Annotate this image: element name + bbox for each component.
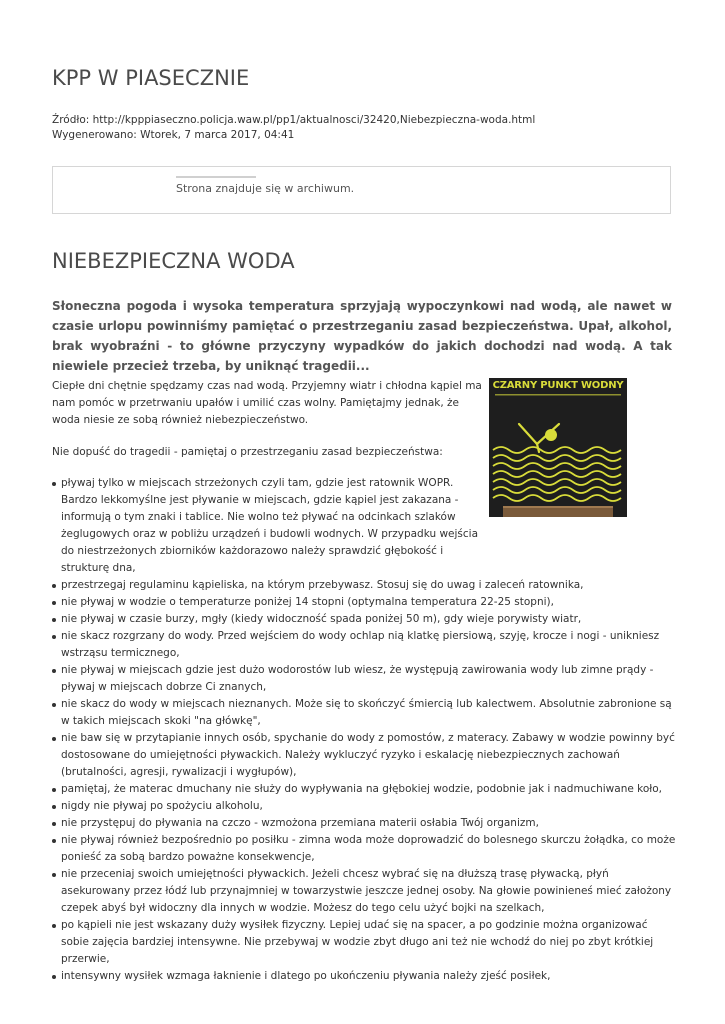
list-item: nie pływaj w miejscach gdzie jest dużo wodorostów lub wiesz, że występują zawirowania wody lub zimne prądy - pływaj w miejscach dobrze Ci znanych, [52, 662, 677, 696]
article-lead: Słoneczna pogoda i wysoka temperatura sprzyjają wypoczynkowi nad wodą, ale nawet w czasie urlopu powinniśmy pamiętać o przestrzeganiu zasad bezpieczeństwa. Upał, alkohol, brak wyobraźni - to główne przyczyny wypadków do jakich dochodzi nad wodą. A tak niewiele przecież trzeba, by uniknąć tragedii... [52, 299, 672, 373]
archive-notice [52, 166, 671, 214]
article-intro: Ciepłe dni chętnie spędzamy czas nad wodą. Przyjemny wiatr i chłodna kąpiel ma nam pomóc w przetrwaniu upałów i umilić czas wolny. Pamiętajmy jednak, że woda niesie ze sobą również niebezpieczeństwo. [52, 380, 482, 426]
list-item: nie przystępuj do pływania na czczo - wzmożona przemiana materii osłabia Twój organizm, [52, 815, 677, 832]
rules-intro: Nie dopuść do tragedii - pamiętaj o przestrzeganiu zasad bezpieczeństwa: [52, 446, 443, 458]
list-item: pływaj tylko w miejscach strzeżonych czyli tam, gdzie jest ratownik WOPR. Bardzo lekkomyślne jest pływanie w miejscach, gdzie kąpiel jest zakazana - informują o tym znaki i tablice. Nie wolno też pływać na odcinkach szlaków żeglugowych oraz w pobliżu urządzeń i budowli wodnych. W przypadku wejścia do niestrzeżonych zbiorników każdorazowo należy sprawdzić głębokość i strukturę dna, [52, 475, 481, 577]
list-item: nie skacz rozgrzany do wody. Przed wejściem do wody ochlap nią klatkę piersiową, szyję, krocze i nogi - unikniesz wstrząsu termicznego, [52, 628, 677, 662]
site-title: KPP W PIASECZNIE [52, 66, 250, 90]
list-item: nie pływaj również bezpośrednio po posiłku - zimna woda może doprowadzić do bolesnego skurczu żołądka, co może ponieść za sobą bardzo poważne konsekwencje, [52, 832, 677, 866]
safety-rules-list [52, 475, 677, 985]
list-item: nie skacz do wody w miejscach nieznanych. Może się to skończyć śmiercią lub kalectwem. Absolutnie zabronione są w takich miejscach skoki "na główkę", [52, 696, 677, 730]
list-item: pamiętaj, że materac dmuchany nie służy do wypływania na głębokiej wodzie, podobnie jak i nadmuchiwane koło, [52, 781, 677, 798]
article-title: NIEBEZPIECZNA WODA [52, 249, 295, 273]
list-item: nie przeceniaj swoich umiejętności pływackich. Jeżeli chcesz wybrać się na dłuższą trasę pływacką, płyń asekurowany przez łódź lub przynajmniej w towarzystwie jeszcze jednej osoby. Na głowie powinieneś mieć założony czepek abyś był widoczny dla innych w wodzie. Możesz do tego celu użyć bojki na szelkach, [52, 866, 677, 917]
generated-line: Wygenerowano: Wtorek, 7 marca 2017, 04:41 [52, 129, 295, 141]
image-sign-label: CZARNY PUNKT WODNY [492, 380, 624, 391]
notice-divider [176, 176, 256, 178]
list-item: nigdy nie pływaj po spożyciu alkoholu, [52, 798, 677, 815]
list-item: po kąpieli nie jest wskazany duży wysiłek fizyczny. Lepiej udać się na spacer, a po godzinie można organizować sobie zajęcia bardziej intensywne. Nie przebywaj w wodzie zbyt długo ani też nie wchodź do niej po zbyt krótkiej przerwie, [52, 917, 677, 968]
list-item: przestrzegaj regulaminu kąpieliska, na którym przebywasz. Stosuj się do uwag i zaleceń ratownika, [52, 577, 677, 594]
document-meta [52, 113, 535, 143]
list-item: nie pływaj w wodzie o temperaturze poniżej 14 stopni (optymalna temperatura 22-25 stopni), [52, 594, 677, 611]
list-item: intensywny wysiłek wzmaga łaknienie i dlatego po ukończeniu pływania należy zjeść posiłek, [52, 968, 677, 985]
list-item: nie baw się w przytapianie innych osób, spychanie do wody z pomostów, z materacy. Zabawy w wodzie powinny być dostosowane do umiejętności pływackich. Należy wykluczyć ryzyko i eskalację niebezpiecznych zachowań (brutalności, agresji, rywalizacji i wygłupów), [52, 730, 677, 781]
list-item: nie pływaj w czasie burzy, mgły (kiedy widoczność spada poniżej 50 m), gdy wieje porywisty wiatr, [52, 611, 677, 628]
archive-notice-text: Strona znajduje się w archiwum. [176, 182, 355, 195]
source-line: Źródło: http://kpppiaseczno.policja.waw.pl/pp1/aktualnosci/32420,Niebezpieczna-woda.html [52, 114, 536, 126]
